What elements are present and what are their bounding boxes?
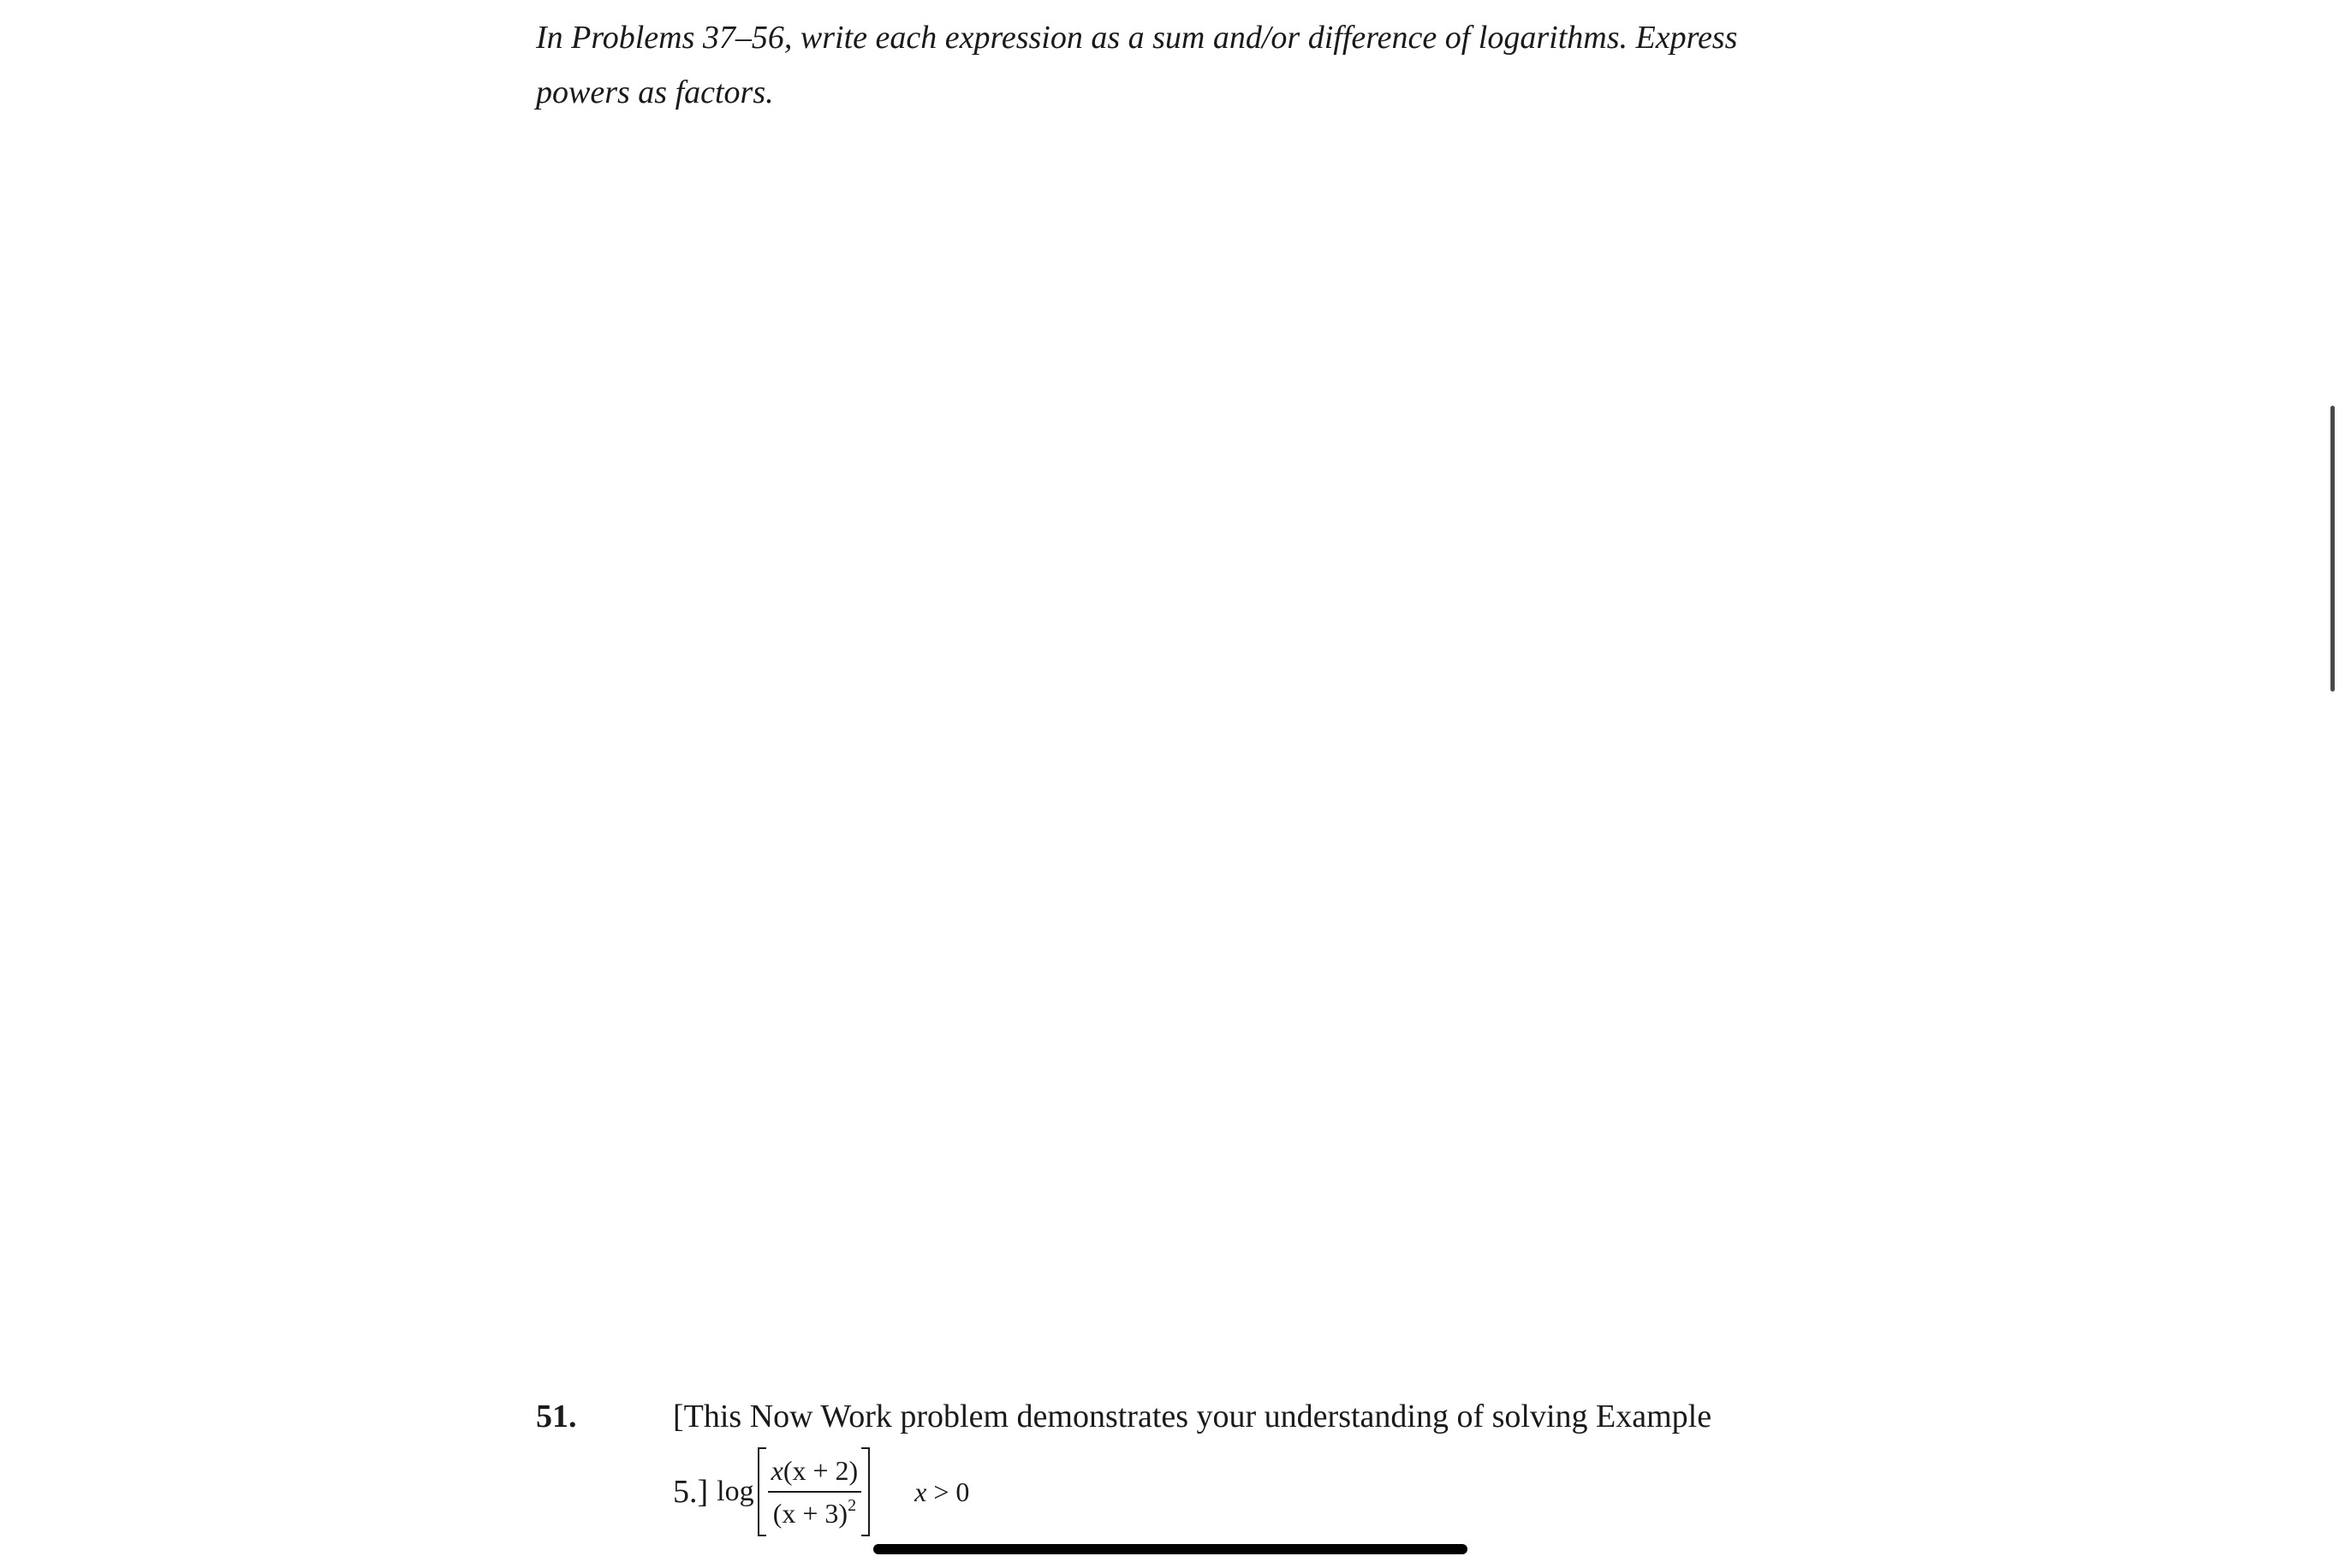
fraction — [768, 1453, 862, 1530]
fraction-numerator — [768, 1453, 862, 1488]
right-bracket — [861, 1447, 870, 1536]
condition-variable: x — [914, 1476, 927, 1507]
fraction-bar — [768, 1491, 862, 1493]
math-expression — [673, 1445, 969, 1539]
numerator-variable: x — [771, 1455, 783, 1486]
left-bracket — [758, 1447, 766, 1536]
example-reference: 5.] — [673, 1474, 709, 1510]
problem-description: [This Now Work problem demonstrates your understanding of solving Example — [673, 1399, 1712, 1434]
bracketed-fraction — [758, 1447, 871, 1536]
numerator-factor: (x + 2) — [783, 1455, 859, 1486]
denominator-base: (x + 3) — [772, 1498, 848, 1529]
problem-number: 51. — [536, 1399, 577, 1434]
vertical-scrollbar[interactable] — [2330, 406, 2335, 692]
domain-condition — [914, 1476, 969, 1508]
denominator-exponent: 2 — [848, 1496, 857, 1515]
condition-inequality: > 0 — [926, 1476, 970, 1507]
log-function: log — [717, 1476, 754, 1507]
fraction-denominator — [770, 1496, 860, 1530]
instructions-text: In Problems 37–56, write each expression as a sum and/or difference of logarithms. Express powers as factors. — [536, 20, 1738, 110]
home-indicator[interactable] — [873, 1544, 1467, 1554]
